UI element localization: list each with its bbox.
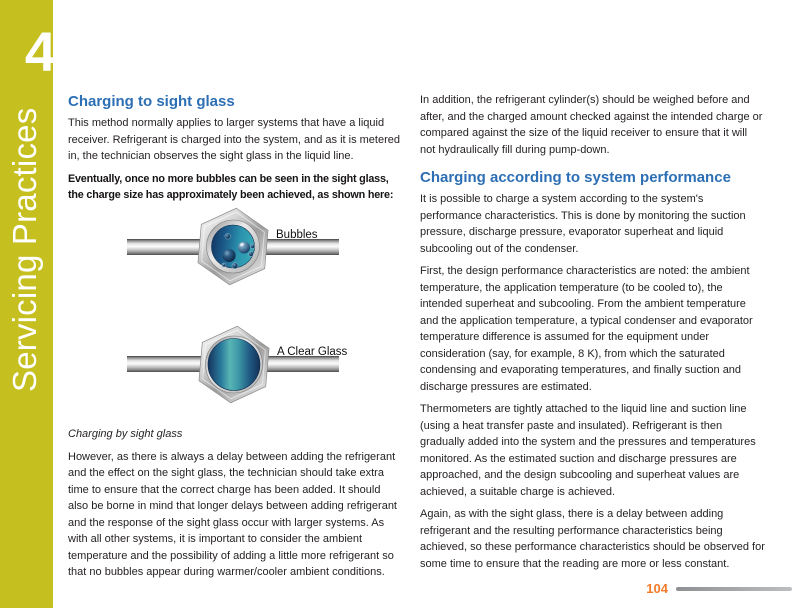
- paragraph: However, as there is always a delay between adding the refrigerant and the effect on the sight glass, the technician should take extra time to ensure that the correct charge has been added. It should also be borne in mind that longer delays between adding refrigerant and the response of the sight glass occur with larger systems. As with all other systems, it is important to consider the ambient temperature and the possibility of adding a little more refrigerant so that no bubbles appear during warmer/cooler ambient conditions.: [68, 450, 397, 578]
- paragraph: This method normally applies to larger systems that have a liquid receiver. Refrigerant is charged into the system, and as it is metered in, the technician observes the sight glass in the liquid line.: [68, 117, 400, 162]
- sight-glass-bubbles: [127, 207, 339, 288]
- paragraph: Thermometers are tightly attached to the liquid line and suction line (using a heat transfer paste and insulated). Refrigerant is then gradually added into the system and the pressures and temperatures monitored. As the estimated suction and discharge pressures are approached, and the design subcooling and superheat values are achieved, a suitable charge is achieved.: [420, 403, 756, 498]
- page-number: 104: [646, 581, 668, 596]
- paragraph: First, the design performance characteristics are noted: the ambient temperature, the application temperature (to be cooled to), the intended superheat and subcooling. From the ambient temperature and the application temperature, a typical condenser and evaporator temperature difference is assumed for the equipment under consideration (say, for example, 8 K), from which the saturated condensing and evaporating temperatures, and finally suction and discharge pressures are estimated.: [420, 265, 753, 393]
- paragraph: Again, as with the sight glass, there is a delay between adding refrigerant and the resulting performance characteristics being achieved, so these performance characteristics should be observed for some time to ensure that the reading are more or less constant.: [420, 508, 765, 570]
- right-column: [420, 92, 765, 578]
- sight-glass-clear: [127, 323, 348, 406]
- chapter-number: 4: [24, 20, 54, 83]
- label-bubbles: Bubbles: [276, 228, 318, 241]
- paragraph: It is possible to charge a system according to the system's performance characteristics. This is done by monitoring the suction pressure, discharge pressure, evaporator superheat and liquid subcooling out of the condenser.: [420, 193, 746, 255]
- paragraph-bold: Eventually, once no more bubbles can be seen in the sight glass, the charge size has approximately been achieved, as shown here:: [68, 172, 394, 201]
- clear-glass: [208, 338, 260, 390]
- sight-glass-illustration: [68, 207, 402, 415]
- sidebar-chapter-title: Servicing Practices: [6, 107, 43, 392]
- label-clear-glass: A Clear Glass: [277, 345, 348, 358]
- paragraph: In addition, the refrigerant cylinder(s) should be weighed before and after, and the charged amount checked against the intended charge or compared against the size of the liquid receiver to ensure that it will not hydraulically fill during pump-down.: [420, 94, 763, 156]
- chapter-sidebar: [0, 0, 53, 608]
- heading-charging-to-sight-glass: Charging to sight glass: [68, 93, 235, 110]
- sight-glass-figure: [68, 207, 402, 415]
- heading-charging-system-performance: Charging according to system performance: [420, 169, 731, 186]
- footer-rule: [676, 587, 792, 591]
- left-column: [68, 92, 402, 587]
- figure-caption: Charging by sight glass: [68, 427, 183, 440]
